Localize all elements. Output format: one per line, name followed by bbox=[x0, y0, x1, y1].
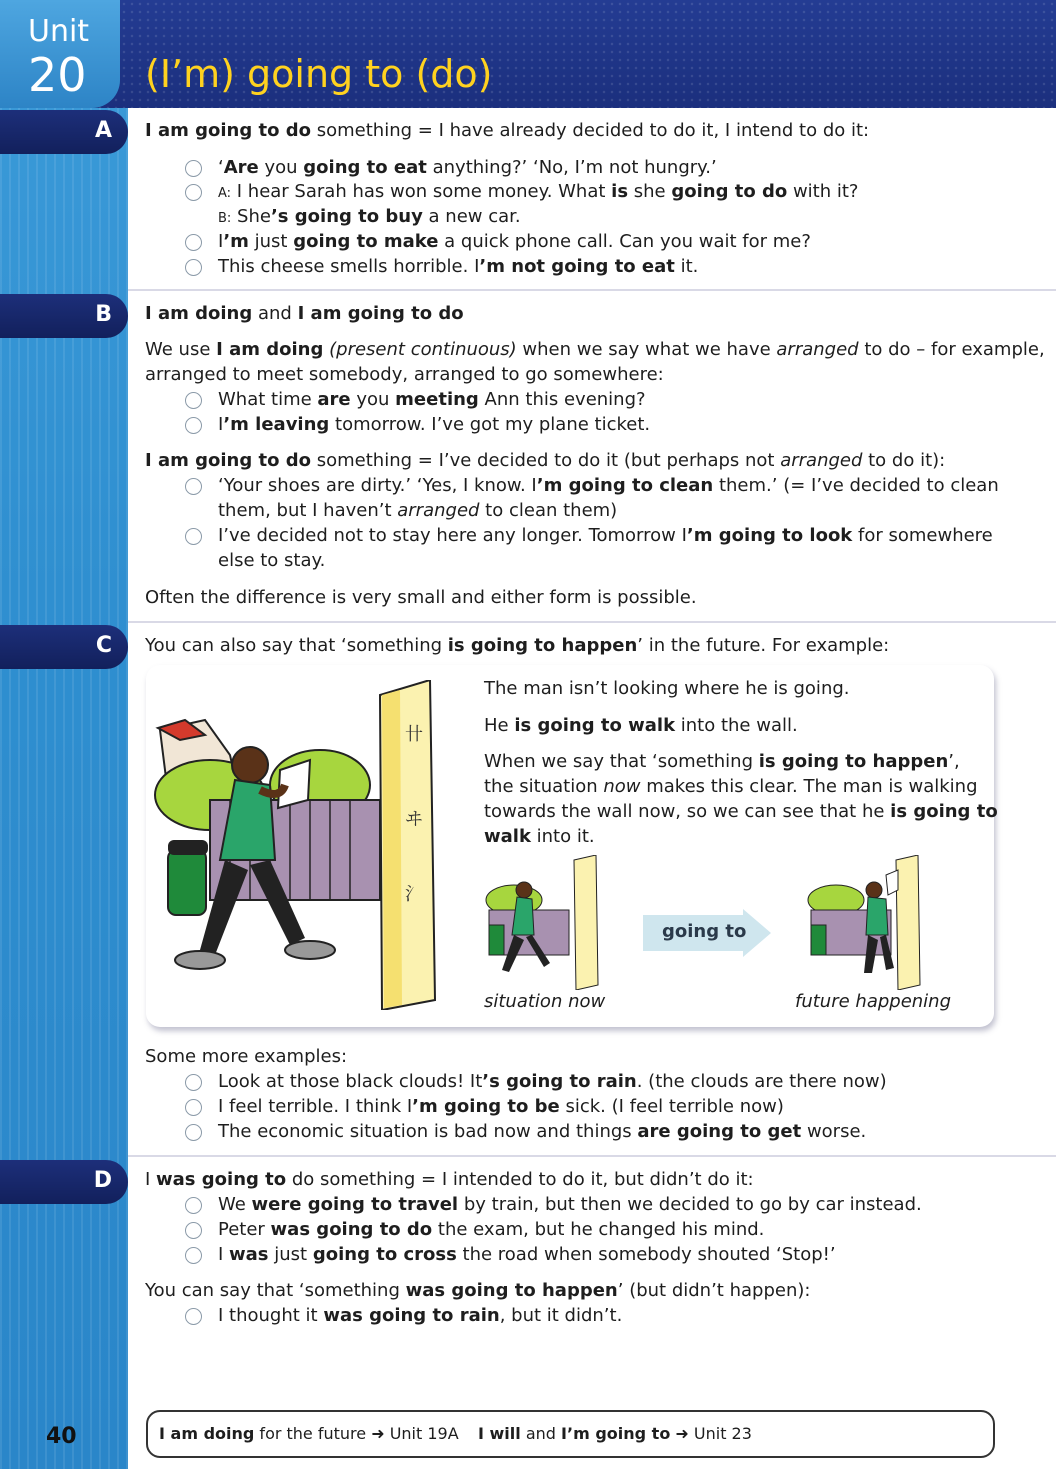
future-happening-illustration bbox=[806, 855, 926, 990]
svg-text:卄: 卄 bbox=[405, 724, 423, 745]
example-bullet bbox=[185, 478, 202, 495]
section-b-note: Often the difference is very small and either form is possible. bbox=[145, 587, 697, 608]
example-b1: What time are you meeting Ann this evening? bbox=[218, 389, 646, 410]
page-number: 40 bbox=[46, 1424, 77, 1449]
example-b2: I’m leaving tomorrow. I’ve got my plane ticket. bbox=[218, 414, 651, 435]
example-bullet bbox=[185, 417, 202, 434]
section-tab-a: A bbox=[0, 110, 128, 154]
section-a-intro: I am going to do something = I have already decided to do it, I intend to do it: bbox=[145, 120, 870, 141]
illustration-text-3-line3: towards the wall now, so we can see that he is going to bbox=[484, 801, 998, 822]
example-bullet bbox=[185, 234, 202, 251]
example-bullet bbox=[185, 1222, 202, 1239]
section-tab-d: D bbox=[0, 1160, 128, 1204]
arrow-label: going to bbox=[662, 921, 747, 942]
cross-reference-1[interactable]: I am doing for the future ➜ Unit 19A bbox=[159, 1424, 459, 1443]
svg-text:⺡: ⺡ bbox=[405, 884, 423, 905]
unit-number: 20 bbox=[28, 48, 87, 102]
section-d-intro: I was going to do something = I intended to do it, but didn’t do it: bbox=[145, 1169, 754, 1190]
caption-situation-now: situation now bbox=[484, 991, 606, 1012]
section-b-para1-line1: We use I am doing (present continuous) when we say what we have arranged to do – for example, bbox=[145, 339, 1045, 360]
svg-text:ヰ: ヰ bbox=[405, 809, 423, 830]
illustration-text-1: The man isn’t looking where he is going. bbox=[484, 678, 850, 699]
section-divider bbox=[128, 1155, 1056, 1157]
example-bullet bbox=[185, 528, 202, 545]
illustration-text-3-line2: the situation now makes this clear. The man is walking bbox=[484, 776, 978, 797]
cross-reference-2[interactable]: I will and I’m going to ➜ Unit 23 bbox=[478, 1424, 752, 1443]
section-b-para2: I am going to do something = I’ve decided to do it (but perhaps not arranged to do it): bbox=[145, 450, 946, 471]
example-c2: I feel terrible. I think I’m going to be sick. (I feel terrible now) bbox=[218, 1096, 784, 1117]
section-b-heading: I am doing and I am going to do bbox=[145, 303, 464, 324]
example-b4: I’ve decided not to stay here any longer. Tomorrow I’m going to look for somewhere bbox=[218, 525, 993, 546]
situation-now-illustration bbox=[484, 855, 604, 990]
example-bullet bbox=[185, 1308, 202, 1325]
example-c3: The economic situation is bad now and things are going to get worse. bbox=[218, 1121, 867, 1142]
section-c-intro: You can also say that ‘something is going to happen’ in the future. For example: bbox=[145, 635, 890, 656]
example-b4-cont: else to stay. bbox=[218, 550, 326, 571]
example-a2: A: I hear Sarah has won some money. What is she going to do with it? bbox=[218, 181, 859, 202]
section-tab-b: B bbox=[0, 294, 128, 338]
example-bullet bbox=[185, 1074, 202, 1091]
example-c1: Look at those black clouds! It’s going to rain. (the clouds are there now) bbox=[218, 1071, 887, 1092]
section-divider bbox=[128, 289, 1056, 291]
unit-label: Unit bbox=[28, 14, 90, 49]
example-a2-reply: B: She’s going to buy a new car. bbox=[218, 206, 521, 227]
example-bullet bbox=[185, 392, 202, 409]
example-d3: I was just going to cross the road when somebody shouted ‘Stop!’ bbox=[218, 1244, 836, 1265]
example-bullet bbox=[185, 1247, 202, 1264]
example-bullet bbox=[185, 1099, 202, 1116]
example-d1: We were going to travel by train, but then we decided to go by car instead. bbox=[218, 1194, 922, 1215]
illustration-text-3-line4: walk into it. bbox=[484, 826, 595, 847]
example-d2: Peter was going to do the exam, but he changed his mind. bbox=[218, 1219, 765, 1240]
example-bullet bbox=[185, 160, 202, 177]
man-walking-illustration bbox=[150, 680, 450, 1010]
example-bullet bbox=[185, 1124, 202, 1141]
example-bullet bbox=[185, 184, 202, 201]
example-d4: I thought it was going to rain, but it didn’t. bbox=[218, 1305, 623, 1326]
page-title: (I’m) going to (do) bbox=[145, 52, 493, 96]
example-a3: I’m just going to make a quick phone call. Can you wait for me? bbox=[218, 231, 811, 252]
example-a4: This cheese smells horrible. I’m not going to eat it. bbox=[218, 256, 699, 277]
example-b3: ‘Your shoes are dirty.’ ‘Yes, I know. I’m going to clean them.’ (= I’ve decided to clean bbox=[218, 475, 999, 496]
example-bullet bbox=[185, 259, 202, 276]
unit-badge bbox=[0, 0, 120, 108]
left-sidebar bbox=[0, 0, 128, 1469]
example-a1: ‘Are you going to eat anything?’ ‘No, I’m not hungry.’ bbox=[218, 157, 717, 178]
section-tab-c: C bbox=[0, 625, 128, 669]
section-d-para2: You can say that ‘something was going to happen’ (but didn’t happen): bbox=[145, 1280, 811, 1301]
example-bullet bbox=[185, 1197, 202, 1214]
section-b-para1-line2: arranged to meet somebody, arranged to go somewhere: bbox=[145, 364, 664, 385]
illustration-text-3-line1: When we say that ‘something is going to happen’, bbox=[484, 751, 960, 772]
section-divider bbox=[128, 621, 1056, 623]
more-examples-label: Some more examples: bbox=[145, 1046, 348, 1067]
illustration-text-2: He is going to walk into the wall. bbox=[484, 715, 798, 736]
caption-future-happening: future happening bbox=[795, 991, 952, 1012]
example-b3-cont: them, but I haven’t arranged to clean them) bbox=[218, 500, 618, 521]
